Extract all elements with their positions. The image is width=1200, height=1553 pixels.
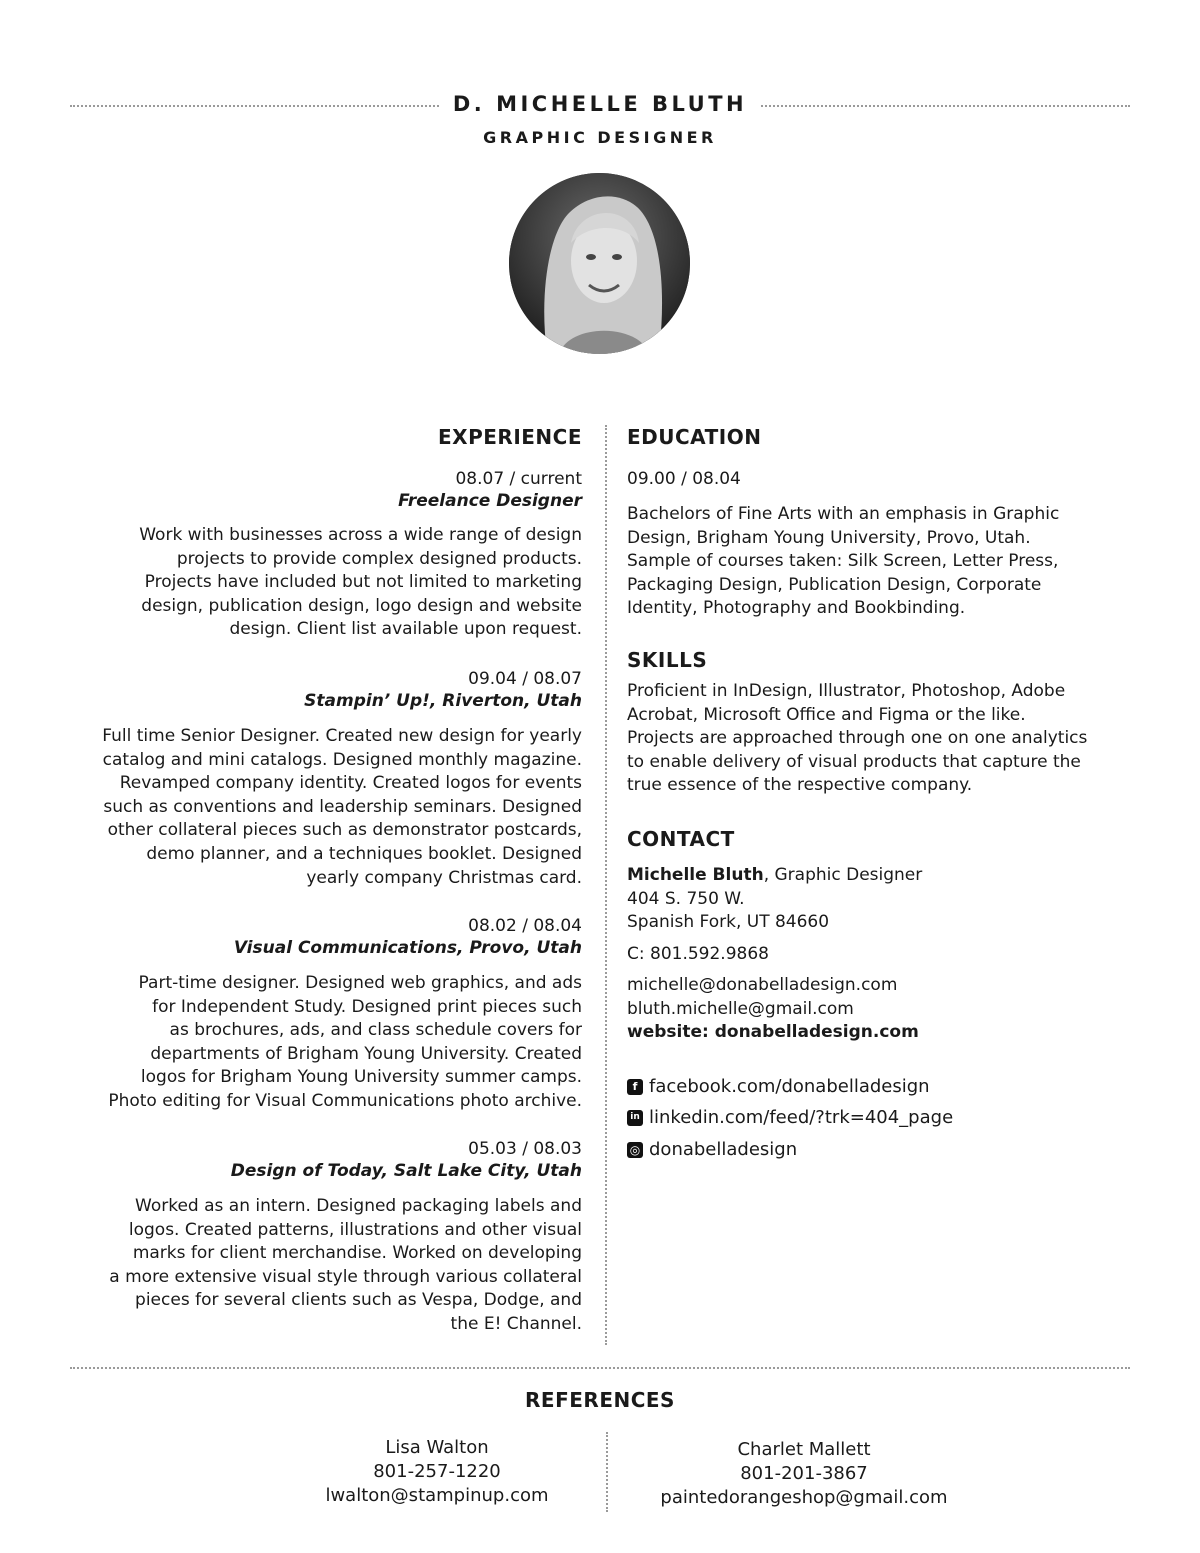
job-1-role: Freelance Designer (398, 491, 582, 511)
job-2-role: Stampin’ Up!, Riverton, Utah (304, 691, 582, 711)
job-1-dates: 08.07 / current (455, 469, 582, 489)
job-2-dates: 09.04 / 08.07 (468, 669, 582, 689)
contact-website[interactable]: website: donabelladesign.com (627, 1022, 919, 1043)
references-heading: REFERENCES (525, 1388, 675, 1412)
reference-2-name: Charlet Mallett (737, 1439, 871, 1460)
reference-2-email[interactable]: paintedorangeshop@gmail.com (660, 1487, 948, 1508)
references-divider (606, 1432, 608, 1512)
contact-heading: CONTACT (627, 827, 735, 851)
profile-photo (509, 173, 690, 354)
facebook-icon: f (627, 1079, 643, 1095)
reference-1 (287, 1436, 587, 1508)
reference-1-phone: 801-257-1220 (373, 1461, 501, 1482)
linkedin-icon: in (627, 1110, 643, 1126)
contact-emails (627, 974, 919, 1045)
job-3-description: Part-time designer. Designed web graphics, and ads for Independent Study. Designed print pieces such as brochures, ads, and class schedule covers for departments of Brigham Young University. Created logos for Brigham Young University summer camps. Photo editing for Visual Communications photo archive. (108, 973, 582, 1111)
contact-address-1: 404 S. 750 W. (627, 888, 745, 909)
job-title: GRAPHIC DESIGNER (483, 128, 717, 147)
contact-email-2[interactable]: bluth.michelle@gmail.com (627, 998, 854, 1019)
social-facebook[interactable]: f facebook.com/donabelladesign (627, 1076, 930, 1097)
job-4-dates: 05.03 / 08.03 (468, 1139, 582, 1159)
education-description: Bachelors of Fine Arts with an emphasis in Graphic Design, Brigham Young University, Provo, Utah. Sample of courses taken: Silk Screen, Letter Press, Packaging Design, Publication Design, Corporate Identity, Photography and Bookbinding. (627, 504, 1060, 619)
resume-name: D. MICHELLE BLUTH (0, 92, 1200, 116)
job-3-dates: 08.02 / 08.04 (468, 916, 582, 936)
job-4-role: Design of Today, Salt Lake City, Utah (230, 1161, 582, 1181)
skills-heading: SKILLS (627, 648, 708, 672)
job-3-role: Visual Communications, Provo, Utah (233, 938, 582, 958)
contact-email-1[interactable]: michelle@donabelladesign.com (627, 975, 898, 995)
skills-description: Proficient in InDesign, Illustrator, Photoshop, Adobe Acrobat, Microsoft Office and Figma or the like. Projects are approached through one on one analytics to enable delivery of visual products that capture the true essence of the respective company. (627, 681, 1088, 796)
job-1-description: Work with businesses across a wide range of design projects to provide complex designed products. Projects have included but not limited to marketing design, publication design, logo design and website design. Client list available upon request. (139, 525, 582, 640)
contact-name-line: Michelle Bluth, Graphic Designer (627, 865, 923, 885)
reference-1-email[interactable]: lwalton@stampinup.com (325, 1485, 549, 1506)
contact-block (627, 864, 922, 935)
job-4-description: Worked as an intern. Designed packaging labels and logos. Created patterns, illustrations and other visual marks for client merchandise. Worked on developing a more extensive visual style through various collateral pieces for several clients such as Vespa, Dodge, and the E! Channel. (109, 1196, 582, 1334)
contact-phone: C: 801.592.9868 (627, 944, 769, 964)
education-dates: 09.00 / 08.04 (627, 469, 741, 489)
contact-address-2: Spanish Fork, UT 84660 (627, 912, 830, 933)
reference-2 (624, 1438, 984, 1510)
reference-1-name: Lisa Walton (385, 1437, 489, 1458)
column-divider (605, 425, 607, 1345)
social-instagram[interactable]: ◎ donabelladesign (627, 1139, 797, 1160)
references-rule (70, 1367, 1130, 1369)
experience-heading: EXPERIENCE (438, 425, 582, 449)
instagram-icon: ◎ (627, 1142, 643, 1158)
reference-2-phone: 801-201-3867 (740, 1463, 868, 1484)
education-heading: EDUCATION (627, 425, 762, 449)
social-linkedin[interactable]: in linkedin.com/feed/?trk=404_page (627, 1107, 953, 1128)
job-2-description: Full time Senior Designer. Created new design for yearly catalog and mini catalogs. Designed monthly magazine. Revamped company identity. Created logos for events such as conventions and leadership seminars. Designed other collateral pieces such as demonstrator postcards, demo planner, and a techniques booklet. Designed yearly company Christmas card. (102, 726, 582, 888)
